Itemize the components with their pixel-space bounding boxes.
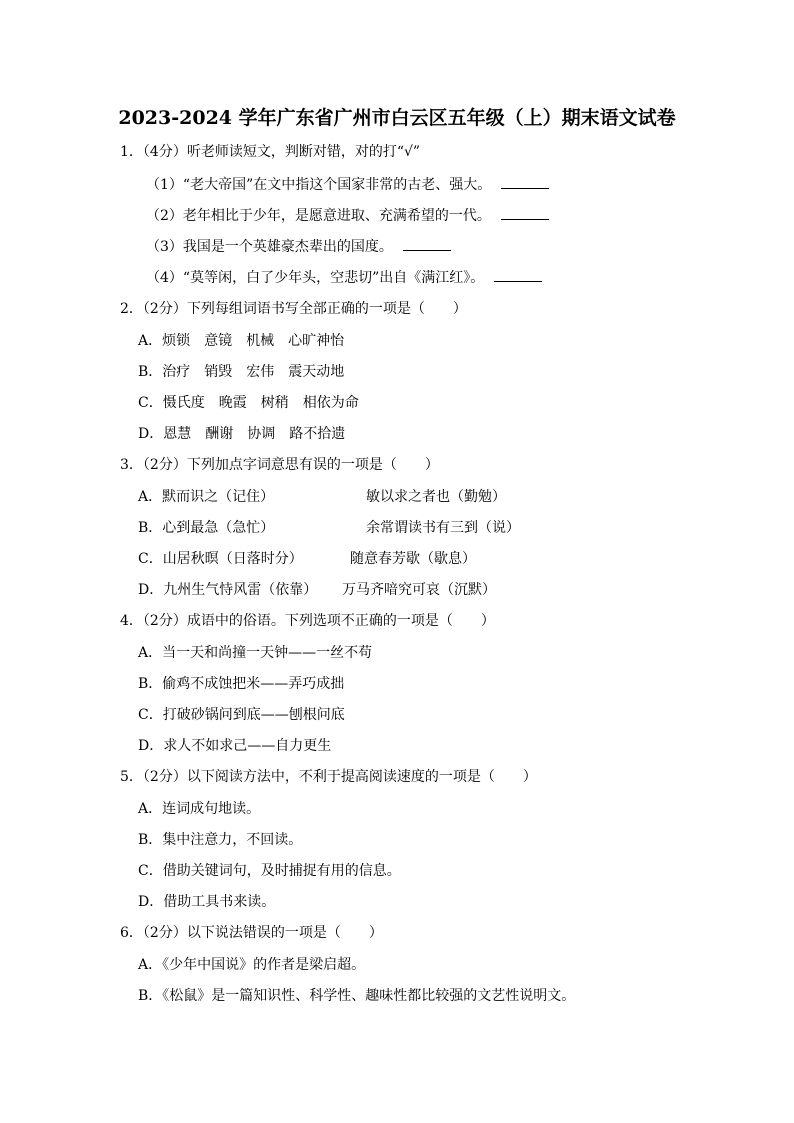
answer-blank[interactable] [501,205,549,220]
question-6-option-b[interactable]: B．《松鼠》是一篇知识性、科学性、趣味性都比较强的文艺性说明文。 [138,988,576,1004]
question-1-item-1-text: （1）“老大帝国”在文中指这个国家非常的古老、强大。 [146,177,492,193]
answer-blank[interactable] [501,174,549,189]
question-3-option-d-left: D．九州生气恃风雷（依靠） [138,582,318,598]
question-2-option-d[interactable]: D．恩慧 酬谢 协调 路不拾遗 [138,426,346,442]
question-3-option-c-left: C．山居秋暝（日落时分） [138,551,303,567]
question-4-option-d[interactable]: D．求人不如求己——自力更生 [138,738,332,754]
question-5-option-a[interactable]: A．连词成句地读。 [138,801,261,817]
question-3-option-b[interactable] [138,517,520,539]
question-3-option-c-right: 随意春芳歇（歇息） [350,551,476,567]
question-2-option-c[interactable]: C．慑氏度 晚霞 树稍 相依为命 [138,395,359,411]
answer-blank[interactable] [494,267,542,282]
question-4-option-b[interactable]: B．偷鸡不成蚀把米——弄巧成拙 [138,676,345,692]
answer-blank[interactable] [403,236,451,251]
question-4-option-a[interactable]: A．当一天和尚撞一天钟——一丝不苟 [138,645,373,661]
question-3-option-b-left: B．心到最急（急忙） [138,520,275,536]
question-3-option-c[interactable] [138,548,476,570]
question-3-stem: 3．（2分）下列加点字词意思有误的一项是（ ） [120,457,439,473]
question-5-stem: 5．（2分）以下阅读方法中，不利于提高阅读速度的一项是（ ） [120,769,537,785]
question-3-option-a-left: A．默而识之（记住） [138,489,275,505]
question-6-stem: 6．（2分）以下说法错误的一项是（ ） [120,925,383,941]
question-1-item-4 [146,267,542,289]
question-1-item-4-text: （4）“莫等闲，白了少年头，空悲切”出自《满江红》。 [146,270,485,286]
question-2-option-b[interactable]: B．治疗 销毁 宏伟 震天动地 [138,364,345,380]
question-5-option-c[interactable]: C．借助关键词句，及时捕捉有用的信息。 [138,863,401,879]
question-5-option-b[interactable]: B．集中注意力，不回读。 [138,832,303,848]
question-4-stem: 4．（2分）成语中的俗语。下列选项不正确的一项是（ ） [120,613,495,629]
question-3-option-d[interactable] [138,579,496,601]
page-title: 2023-2024 学年广东省广州市白云区五年级（上）期末语文试卷 [118,107,676,129]
question-4-option-c[interactable]: C．打破砂锅问到底——刨根问底 [138,707,345,723]
question-3-option-a-right: 敏以求之者也（勤勉） [366,489,506,505]
question-3-option-a[interactable] [138,486,506,508]
question-1-item-2-text: （2）老年相比于少年，是愿意进取、充满希望的一代。 [146,208,491,224]
question-1-item-3 [146,236,451,258]
question-1-item-1 [146,174,549,196]
question-5-option-d[interactable]: D．借助工具书来读。 [138,894,276,910]
question-1-item-2 [146,205,549,227]
question-3-option-d-right: 万马齐喑究可哀（沉默） [342,582,496,598]
question-2-option-a[interactable]: A．烦锁 意镜 机械 心旷神怡 [138,333,345,349]
question-1-stem: 1．（4分）听老师读短文，判断对错，对的打“√” [120,144,421,160]
question-6-option-a[interactable]: A．《少年中国说》的作者是梁启超。 [138,957,366,973]
question-2-stem: 2．（2分）下列每组词语书写全部正确的一项是（ ） [120,301,467,317]
question-3-option-b-right: 余常谓读书有三到（说） [366,520,520,536]
question-1-item-3-text: （3）我国是一个英雄豪杰辈出的国度。 [146,239,393,255]
